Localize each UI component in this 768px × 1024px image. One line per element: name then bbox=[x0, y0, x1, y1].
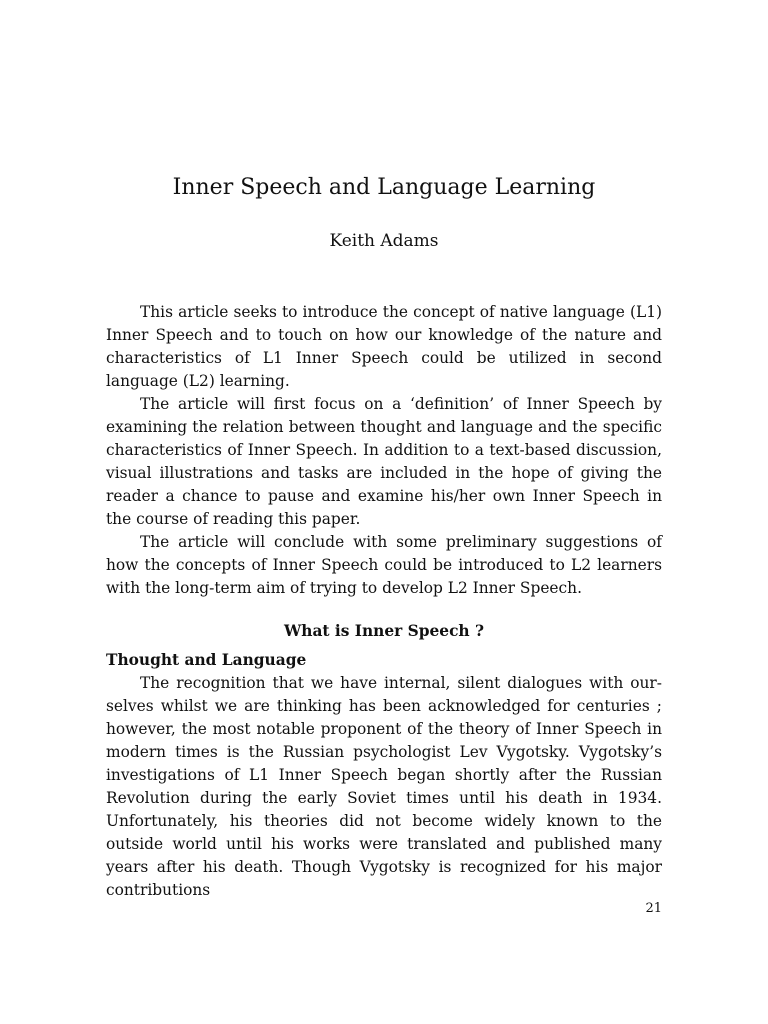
abstract-paragraph: The article will conclude with some preliminary suggestions of how the concepts of Inner Speech could be introduced to L2 learners with the long-term aim of trying to develop L2 Inner Speech. bbox=[106, 533, 662, 597]
article-author: Keith Adams bbox=[329, 231, 439, 251]
subsection-heading: Thought and Language bbox=[106, 651, 307, 669]
section-body bbox=[106, 649, 662, 902]
document-page bbox=[106, 0, 662, 1024]
section-heading: What is Inner Speech ? bbox=[283, 622, 485, 640]
article-title: Inner Speech and Language Learning bbox=[172, 175, 596, 200]
abstract-paragraph: This article seeks to introduce the concept of native language (L1) Inner Speech and to touch on how our knowledge of the nature and characteristics of L1 Inner Speech could be utilized in second language (L2) learning. bbox=[106, 303, 662, 390]
abstract-paragraph: The article will first focus on a ‘definition’ of Inner Speech by examining the relation between thought and language and the specific characteristics of Inner Speech. In addition to a text-based discussion, visual illustrations and tasks are included in the hope of giving the reader a chance to pause and examine his/her own Inner Speech in the course of reading this paper. bbox=[106, 395, 662, 528]
body-paragraph: The recognition that we have internal, silent dialogues with our-selves whilst we are thinking has been acknowledged for centuries ; however, the most notable proponent of the theory of Inner Speech in modern times is the Russian psychologist Lev Vygotsky. Vygotsky’s investigations of L1 Inner Speech began shortly after the Russian Revolution during the early Soviet times until his death in 1934. Unfortunately, his theories did not become widely known to the outside world until his works were translated and published many years after his death. Though Vygotsky is recognized for his major contributions bbox=[106, 674, 662, 899]
page-number: 21 bbox=[645, 901, 662, 916]
abstract bbox=[106, 301, 662, 600]
